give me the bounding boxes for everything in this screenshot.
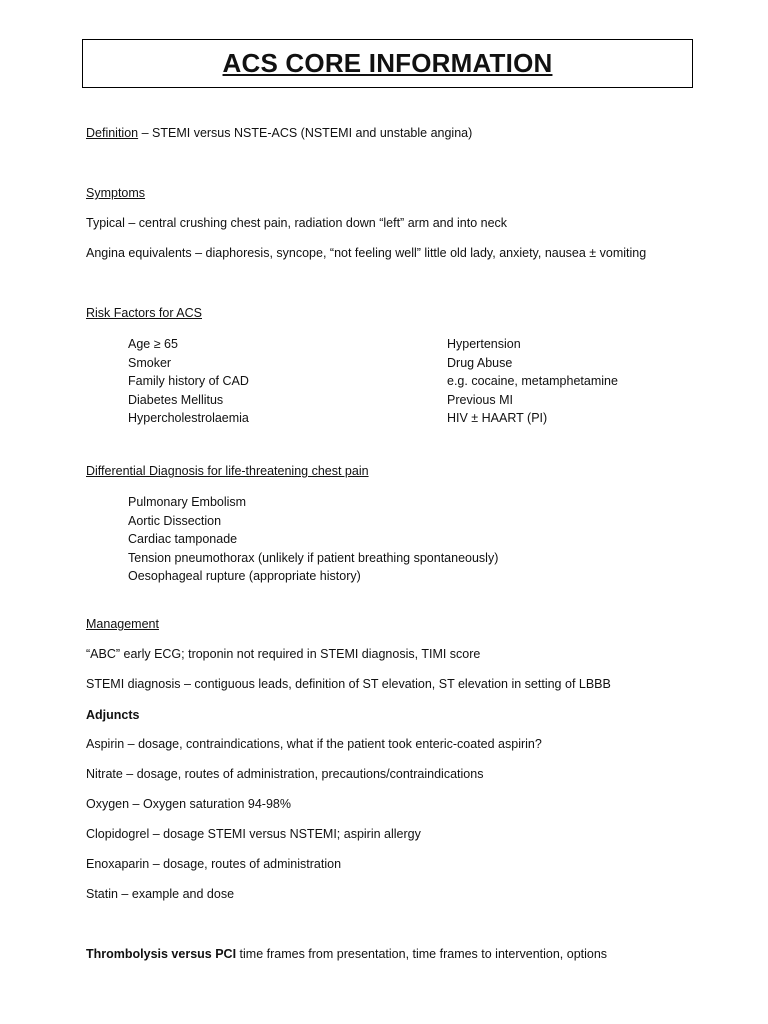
symptoms-typical: Typical – central crushing chest pain, radiation down “left” arm and into neck <box>86 216 508 230</box>
symptoms-angina-equivalents: Angina equivalents – diaphoresis, syncope, “not feeling well” little old lady, anxiety, nausea ± vomiting <box>86 246 647 260</box>
list-item: Pulmonary Embolism <box>128 495 247 509</box>
title-box <box>82 39 693 88</box>
adjunct-enoxaparin: Enoxaparin – dosage, routes of administration <box>86 857 342 871</box>
risk-factors-heading: Risk Factors for ACS <box>86 306 202 320</box>
list-item: Oesophageal rupture (appropriate history) <box>128 569 361 583</box>
list-item: Diabetes Mellitus <box>128 392 224 407</box>
management-stemi-diagnosis: STEMI diagnosis – contiguous leads, definition of ST elevation, ST elevation in setting of LBBB <box>86 677 611 691</box>
differential-list <box>128 495 498 588</box>
page-title: ACS CORE INFORMATION <box>222 47 553 78</box>
list-item: Smoker <box>128 355 172 370</box>
management-heading: Management <box>86 617 159 631</box>
symptoms-heading: Symptoms <box>86 186 146 200</box>
list-item: Cardiac tamponade <box>128 532 238 546</box>
list-item: Tension pneumothorax (unlikely if patient breathing spontaneously) <box>128 550 499 565</box>
management-abc: “ABC” early ECG; troponin not required in STEMI diagnosis, TIMI score <box>86 647 481 661</box>
thrombolysis-bold: Thrombolysis versus PCI <box>86 947 237 961</box>
list-item: Family history of CAD <box>128 374 249 388</box>
adjunct-nitrate: Nitrate – dosage, routes of administration, precautions/contraindications <box>86 767 484 781</box>
definition-text: – STEMI versus NSTE-ACS (NSTEMI and unstable angina) <box>138 126 473 140</box>
adjunct-oxygen: Oxygen – Oxygen saturation 94-98% <box>86 797 291 811</box>
adjuncts-heading: Adjuncts <box>86 708 140 722</box>
thrombolysis-line <box>86 947 607 962</box>
list-item: Aortic Dissection <box>128 513 222 528</box>
list-item: Age ≥ 65 <box>128 337 178 351</box>
thrombolysis-text: time frames from presentation, time frames to intervention, options <box>236 947 608 961</box>
differential-heading: Differential Diagnosis for life-threatening chest pain <box>86 464 369 478</box>
list-item: e.g. cocaine, metamphetamine <box>447 374 618 388</box>
list-item: Hypercholestrolaemia <box>128 411 249 425</box>
definition-line <box>86 126 472 141</box>
definition-label: Definition <box>86 126 139 140</box>
list-item: Hypertension <box>447 337 521 351</box>
list-item: Previous MI <box>447 392 513 407</box>
adjunct-statin: Statin – example and dose <box>86 887 235 901</box>
adjunct-clopidogrel: Clopidogrel – dosage STEMI versus NSTEMI; aspirin allergy <box>86 827 421 841</box>
adjunct-aspirin: Aspirin – dosage, contraindications, what if the patient took enteric-coated aspirin? <box>86 737 542 751</box>
list-item: Drug Abuse <box>447 355 513 370</box>
list-item: HIV ± HAART (PI) <box>447 411 548 425</box>
risk-factors-left-list <box>128 337 249 430</box>
risk-factors-right-list <box>447 337 618 430</box>
